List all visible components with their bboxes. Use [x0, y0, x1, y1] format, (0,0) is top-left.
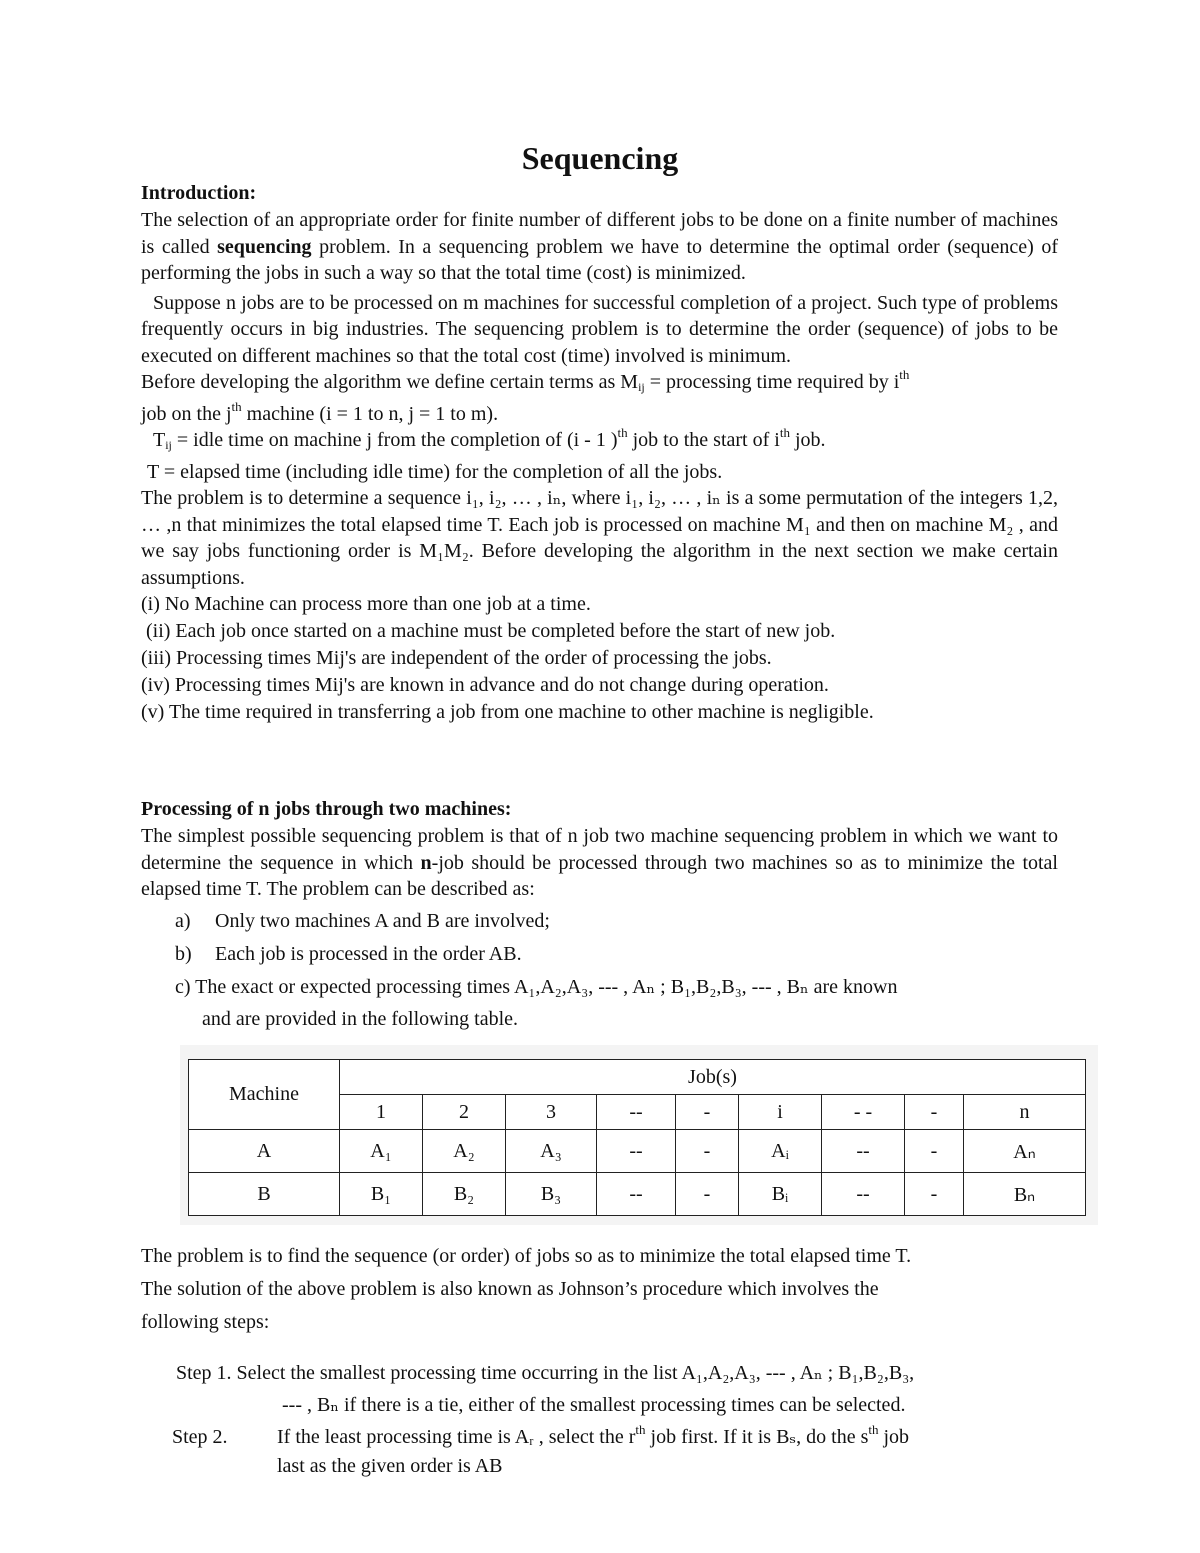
- section-heading: Processing of n jobs through two machines:: [141, 798, 512, 820]
- table-row: [189, 1130, 1086, 1173]
- assumption-item: (v) The time required in transferring a job from one machine to other machine is negligible.: [141, 701, 874, 723]
- section2-paragraph: [141, 823, 1058, 903]
- job-label-cell: -: [676, 1095, 739, 1130]
- list-item: [141, 938, 1058, 971]
- intro-paragraph-1: [141, 207, 1058, 287]
- section2-text-a: The simplest possible sequencing problem is that of n job two machine sequencing problem in which we want to determine the sequence in which: [141, 825, 1058, 874]
- processing-times-table: [188, 1059, 1086, 1216]
- def-tij-sub: ij: [165, 438, 172, 452]
- list-item-c-continued: and are provided in the following table.: [202, 1007, 519, 1030]
- list-item: [141, 905, 1058, 938]
- job-label-cell: i: [739, 1095, 822, 1130]
- table-cell: Aᵢ: [739, 1130, 822, 1173]
- processing-times-table-frame: [180, 1045, 1098, 1225]
- list-marker: b): [175, 942, 192, 965]
- table-cell: Bₙ: [964, 1173, 1086, 1216]
- sup-th-4: th: [779, 425, 790, 440]
- list-text: Each job is processed in the order AB.: [215, 942, 522, 965]
- table-cell: A₂: [423, 1130, 506, 1173]
- intro-paragraph-4: [141, 427, 1058, 459]
- table-cell: B₂: [423, 1173, 506, 1216]
- def-tij-rest-c: job.: [789, 429, 826, 451]
- def-tij-rest-b: job to the start of i: [627, 429, 780, 451]
- table-cell: A₃: [506, 1130, 597, 1173]
- table-cell: B₁: [340, 1173, 423, 1216]
- machine-label-cell: B: [189, 1173, 340, 1216]
- step-2-label: Step 2.: [172, 1426, 228, 1448]
- table-cell: -: [905, 1130, 964, 1173]
- table-cell: -: [905, 1173, 964, 1216]
- job-label-cell: n: [964, 1095, 1086, 1130]
- step-2-text-b: job first. If it is Bₛ, do the s: [645, 1426, 869, 1448]
- assumption-item: (iii) Processing times Mij's are independent of the order of processing the jobs.: [141, 647, 772, 669]
- step-1-line-1: Step 1. Select the smallest processing time occurring in the list A₁,A₂,A₃, --- , Aₙ ; B₁,B₂,B₃,: [176, 1362, 915, 1384]
- sup-th-1: th: [899, 367, 910, 382]
- after-table-line: The problem is to find the sequence (or order) of jobs so as to minimize the total elapsed time T.: [141, 1245, 912, 1267]
- intro-paragraph-6: The problem is to determine a sequence i₁, i₂, … , iₙ, where i₁, i₂, … , iₙ is a some permutation of the integers 1,2, … ,n that minimizes the total elapsed time T. Each job is processed on machine M₁ and then on machine M₂ , and we say jobs functioning order is M₁M₂. Before developing the algorithm in the next section we make certain assumptions.: [141, 487, 1058, 589]
- def-tij-text: T: [153, 429, 166, 451]
- introduction-section: [141, 180, 1058, 726]
- table-cell: Bᵢ: [739, 1173, 822, 1216]
- sup-th-2: th: [231, 398, 242, 414]
- step-2-line-2: last as the given order is AB: [277, 1455, 503, 1477]
- assumptions-list: [141, 591, 1058, 726]
- machine-label-cell: A: [189, 1130, 340, 1173]
- step-2-text-c: job: [878, 1426, 910, 1448]
- list-marker: a): [175, 909, 191, 932]
- sup-th-5: th: [635, 1422, 646, 1437]
- assumption-item: (iv) Processing times Mij's are known in advance and do not change during operation.: [141, 674, 829, 696]
- section2-text-b: -job should be processed through two machines so as to minimize the total elapsed time T. The problem can be described as:: [141, 851, 1058, 900]
- job-label-cell: 3: [506, 1095, 597, 1130]
- n-term: n: [420, 851, 432, 874]
- table-row: [189, 1173, 1086, 1216]
- intro-p1-text-a: The selection of an appropriate order for finite number of different jobs to be done on a finite number of machines is called: [141, 209, 1058, 258]
- table-cell: --: [597, 1130, 676, 1173]
- table-cell: Aₙ: [964, 1130, 1086, 1173]
- job-label-cell: - -: [822, 1095, 905, 1130]
- table-cell: --: [822, 1130, 905, 1173]
- table-cell: --: [822, 1173, 905, 1216]
- job-label-cell: --: [597, 1095, 676, 1130]
- list-text: Only two machines A and B are involved;: [215, 909, 550, 932]
- after-table-line: following steps:: [141, 1311, 270, 1333]
- step-2-line-1: [172, 1421, 1072, 1453]
- sup-th-6: th: [868, 1422, 879, 1437]
- machine-header-cell: Machine: [189, 1060, 340, 1130]
- johnson-intro: [141, 1240, 1058, 1339]
- page-title: Sequencing: [521, 140, 679, 176]
- intro-p1-text-b: problem. In a sequencing problem we have to determine the optimal order (sequence) of performing the jobs in such a way so that the total time (cost) is minimized.: [141, 235, 1058, 284]
- def-tij-rest: = idle time on machine j from the completion of (i - 1 ): [171, 429, 618, 451]
- sequencing-term: sequencing: [217, 235, 312, 258]
- after-table-line: The solution of the above problem is also known as Johnson’s procedure which involves the: [141, 1278, 879, 1300]
- table-cell: B₃: [506, 1173, 597, 1216]
- table-cell: --: [597, 1173, 676, 1216]
- assumption-item: (ii) Each job once started on a machine must be completed before the start of new job.: [141, 620, 836, 642]
- list-item-c: c) The exact or expected processing times A₁,A₂,A₃, --- , Aₙ ; B₁,B₂,B₃, --- , Bₙ are known: [175, 975, 898, 998]
- sup-th-3: th: [617, 425, 628, 440]
- table-cell: A₁: [340, 1130, 423, 1173]
- johnson-steps: [172, 1357, 1072, 1479]
- def-mij-rest: = processing time required by i: [644, 371, 900, 393]
- intro-paragraph-2: Suppose n jobs are to be processed on m machines for successful completion of a project. Such type of problems frequently occurs in big industries. The sequencing problem is to determine the order (sequence) of jobs to be executed on different machines so that the total cost (time) involved is minimum.: [141, 291, 1058, 367]
- assumption-item: (i) No Machine can process more than one job at a time.: [141, 593, 591, 615]
- intro-paragraph-5: T = elapsed time (including idle time) for the completion of all the jobs.: [147, 460, 723, 483]
- introduction-heading: Introduction:: [141, 182, 257, 204]
- def-job-text: job on the j: [141, 402, 232, 425]
- step-1-line-2: --- , Bₙ if there is a tie, either of the smallest processing times can be selected.: [282, 1394, 906, 1416]
- job-label-cell: 1: [340, 1095, 423, 1130]
- step-2-text-a: If the least processing time is Aᵣ , select the r: [277, 1426, 636, 1448]
- intro-paragraph-3: [141, 369, 1058, 427]
- def-job-rest: machine (i = 1 to n, j = 1 to m).: [241, 402, 499, 425]
- job-label-cell: -: [905, 1095, 964, 1130]
- table-cell: -: [676, 1130, 739, 1173]
- def-mij-text: Before developing the algorithm we define certain terms as M: [141, 371, 639, 393]
- table-cell: -: [676, 1173, 739, 1216]
- two-machine-section: [141, 796, 1058, 1034]
- def-mij-sub: ij: [638, 380, 645, 394]
- table-header-row: [189, 1060, 1086, 1095]
- job-label-cell: 2: [423, 1095, 506, 1130]
- jobs-header-cell: Job(s): [340, 1060, 1086, 1095]
